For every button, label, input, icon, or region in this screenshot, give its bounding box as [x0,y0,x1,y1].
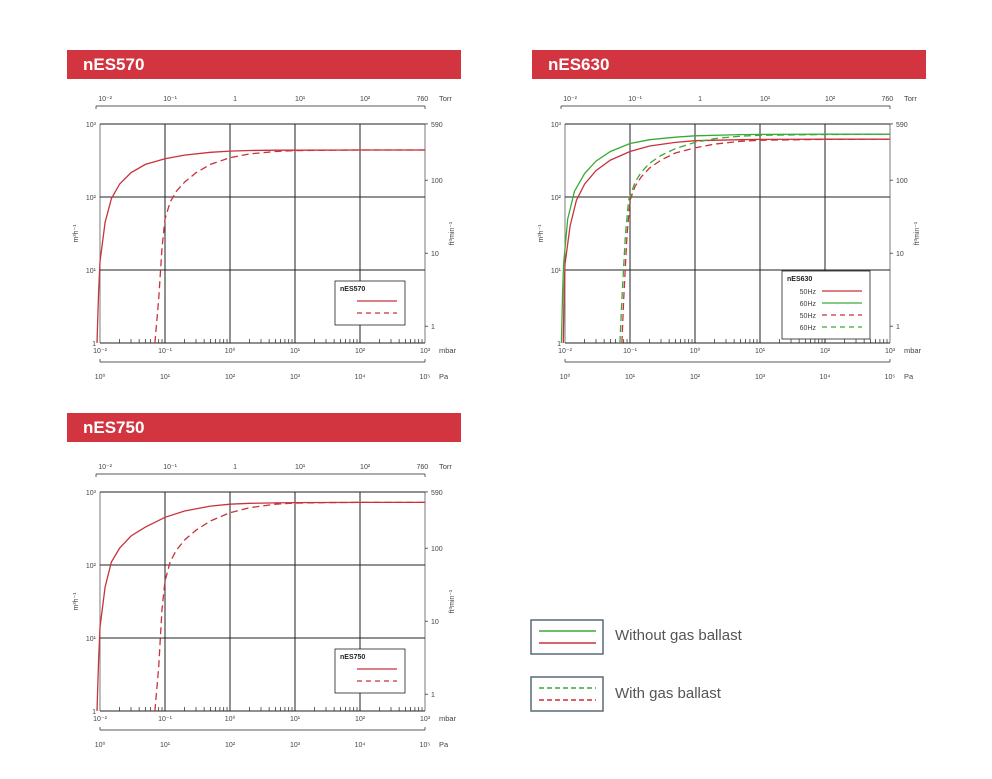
right-axis-label: ft³min⁻¹ [449,221,456,246]
right-tick-label: 10 [431,251,439,259]
torr-tick-label: 10² [825,96,836,103]
torr-tick-label: 1 [698,96,703,103]
torr-tick-label: 1 [233,96,238,103]
torr-tick-label: 10⁻¹ [163,96,178,103]
right-tick-label: 1 [896,324,900,332]
torr-tick-label: 10⁻² [98,96,113,103]
right-tick-label: 590 [431,121,443,129]
x-tick-label: 10¹ [289,716,301,723]
y-tick-label: 10¹ [550,268,561,275]
torr-tick-label: 10⁻¹ [163,464,178,471]
right-tick-label: 10 [896,251,904,259]
pa-tick-label: 10⁰ [94,374,106,381]
pa-tick-label: 10⁵ [419,374,431,381]
y-tick-label: 1 [557,341,561,348]
legend-entry-label: 60Hz [799,301,816,308]
y-tick-label: 10¹ [85,636,96,643]
torr-unit: Torr [439,462,452,471]
y-tick-label: 1 [92,709,96,716]
pa-tick-label: 10⁵ [419,742,431,749]
x-tick-label: 10² [354,348,366,355]
key-label-with: With gas ballast [615,685,721,702]
right-axis-label: ft³min⁻¹ [914,221,921,246]
pa-tick-label: 10⁰ [94,742,106,749]
torr-tick-label: 10¹ [295,96,306,103]
x-tick-label: 10¹ [289,348,301,355]
pa-tick-label: 10¹ [624,374,636,381]
torr-tick-label: 10⁻¹ [628,96,643,103]
torr-tick-label: 760 [416,464,429,471]
pa-tick-label: 10³ [289,742,301,749]
legend-entry-label: 60Hz [799,325,816,332]
right-tick-label: 590 [431,489,443,497]
right-tick-label: 590 [896,121,908,129]
y-tick-label: 10³ [85,122,96,129]
right-axis-label: ft³min⁻¹ [449,589,456,614]
right-tick-label: 1 [431,692,435,700]
x-unit-mbar: mbar [439,346,457,355]
pa-tick-label: 10² [689,374,701,381]
x-tick-label: 10² [819,348,831,355]
right-tick-label: 100 [431,546,443,554]
torr-unit: Torr [904,94,917,103]
x-unit-mbar: mbar [439,714,457,723]
torr-tick-label: 1 [233,464,238,471]
pa-tick-label: 10³ [289,374,301,381]
chart-title: nES570 [83,55,145,74]
legend-entry-label: 50Hz [799,289,816,296]
x-tick-label: 10⁻¹ [158,348,172,355]
y-axis-label: m³h⁻¹ [73,592,80,611]
right-tick-label: 100 [896,178,908,186]
key-box-with [531,677,603,711]
legend-title: nES750 [340,654,366,661]
pa-unit: Pa [904,372,914,381]
torr-tick-label: 10⁻² [98,464,113,471]
y-tick-label: 10³ [550,122,561,129]
x-tick-label: 10⁰ [224,716,236,723]
y-tick-label: 1 [92,341,96,348]
y-tick-label: 10³ [85,490,96,497]
pa-tick-label: 10⁴ [819,374,831,381]
x-tick-label: 10⁻¹ [158,716,172,723]
right-tick-label: 100 [431,178,443,186]
legend-entry-label: 50Hz [799,313,816,320]
pa-tick-label: 10¹ [159,374,171,381]
chart-title: nES630 [548,55,610,74]
legend-title: nES570 [340,286,366,293]
pa-tick-label: 10⁴ [354,742,366,749]
y-tick-label: 10² [85,563,96,570]
x-tick-label: 10⁻¹ [623,348,637,355]
pa-tick-label: 10² [224,742,236,749]
torr-unit: Torr [439,94,452,103]
y-tick-label: 10² [85,195,96,202]
torr-tick-label: 10¹ [760,96,771,103]
torr-tick-label: 10⁻² [563,96,578,103]
x-tick-label: 10² [354,716,366,723]
pa-unit: Pa [439,740,449,749]
torr-tick-label: 760 [416,96,429,103]
x-tick-label: 10⁻² [93,348,107,355]
key-label-without: Without gas ballast [615,627,742,644]
pa-tick-label: 10² [224,374,236,381]
pa-tick-label: 10⁴ [354,374,366,381]
right-tick-label: 10 [431,619,439,627]
y-axis-label: m³h⁻¹ [73,224,80,243]
pa-tick-label: 10⁵ [884,374,896,381]
torr-tick-label: 760 [881,96,894,103]
x-tick-label: 10³ [884,348,896,355]
pa-tick-label: 10³ [754,374,766,381]
y-tick-label: 10² [550,195,561,202]
pa-tick-label: 10⁰ [559,374,571,381]
key-box-without [531,620,603,654]
x-tick-label: 10⁻² [93,716,107,723]
x-tick-label: 10³ [419,348,431,355]
chart-title: nES750 [83,418,145,437]
right-tick-label: 1 [431,324,435,332]
x-tick-label: 10⁰ [224,348,236,355]
torr-tick-label: 10² [360,464,371,471]
y-tick-label: 10¹ [85,268,96,275]
torr-tick-label: 10² [360,96,371,103]
pa-unit: Pa [439,372,449,381]
x-tick-label: 10⁰ [689,348,701,355]
x-tick-label: 10⁻² [558,348,572,355]
x-unit-mbar: mbar [904,346,922,355]
legend-title: nES630 [787,276,813,283]
pa-tick-label: 10¹ [159,742,171,749]
x-tick-label: 10¹ [754,348,766,355]
torr-tick-label: 10¹ [295,464,306,471]
x-tick-label: 10³ [419,716,431,723]
y-axis-label: m³h⁻¹ [538,224,545,243]
